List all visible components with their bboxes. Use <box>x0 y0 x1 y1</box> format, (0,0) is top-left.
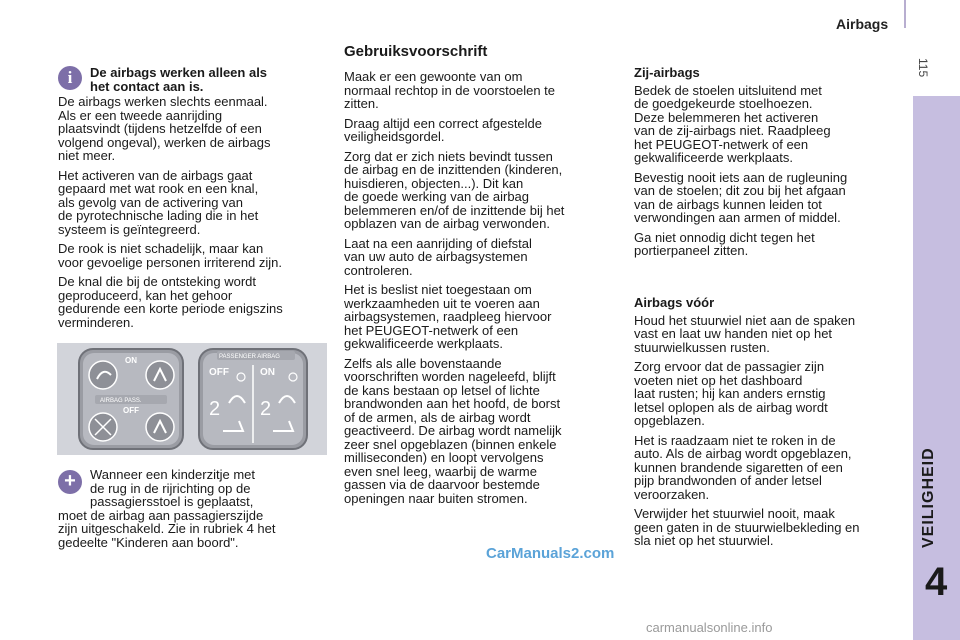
main-paragraph: Laat na een aanrijding of diefstal van uw auto de airbagsystemen controleren. <box>344 235 532 278</box>
plus-note-lead: Wanneer een kinderzitje met de rug in de rijrichting op de passagiersstoel is geplaatst, <box>90 467 255 509</box>
plus-note-rest: moet de airbag aan passagierszijde zijn uitgeschakeld. Zie in rubriek 4 het gedeelte "Kinderen aan boord". <box>58 507 276 550</box>
label-airbag-pass: AIRBAG PASS. <box>100 398 142 404</box>
main-paragraph: Zelfs als alle bovenstaande voorschriften worden nageleefd, blijft de kans bestaan op letsel of lichte brandwonden aan het hoofd, de borst of de armen, als de airbag wordt geactiveerd. De airbag wordt namelijk zeer snel opgeblazen (binnen enkele milliseconden) en loopt vervolgens even snel leeg, waarbij de warme gassen via de daarvoor bestemde openingen naar buiten stromen. <box>344 355 562 506</box>
front-airbags-paragraph: Verwijder het stuurwiel nooit, maak geen gaten in de stuurwielbekleding en sla niet op het stuurwiel. <box>634 506 860 548</box>
watermark-carmanuals2: CarManuals2.com <box>486 545 615 562</box>
side-airbags-paragraph: Ga niet onnodig dicht tegen het portierpaneel zitten. <box>634 229 815 258</box>
plus-note <box>58 468 328 549</box>
front-airbags-paragraph: Het is raadzaam niet te roken in de auto. Als de airbag wordt opgeblazen, kunnen brandende sigaretten of een pijp brandwonden of ander letsel veroorzaken. <box>634 432 852 502</box>
front-airbags-paragraph: Houd het stuurwiel niet aan de spaken vast en laat uw handen niet op het stuurwielkussen rusten. <box>634 312 856 355</box>
watermark-carmanualsonline: carmanualsonline.info <box>646 620 773 635</box>
side-airbags-heading: Zij-airbags <box>634 65 700 80</box>
info-paragraph: De knal die bij de ontsteking wordt geproduceerd, kan het gehoor gedurende een korte periode enigszins verminderen. <box>58 274 283 330</box>
side-airbags-paragraph: Bevestig nooit iets aan de rugleuning van de stoelen; dit zou bij het afgaan van de airbags kunnen leiden tot verwondingen aan armen of middel. <box>634 169 848 225</box>
side-airbags-paragraph: Bedek de stoelen uitsluitend met de goedgekeurde stoelhoezen. Deze belemmeren het activeren van de zij-airbags niet. Raadpleeg het PEUGEOT-netwerk of een gekwalificeerde werkplaats. <box>634 82 831 165</box>
airbag-indicator-illustration <box>57 343 327 455</box>
front-airbags-paragraph: Zorg ervoor dat de passagier zijn voeten niet op het dashboard laat rusten; hij kan anders ernstig letsel oplopen als de airbag wordt opgeblazen. <box>634 359 828 428</box>
info-paragraph: De rook is niet schadelijk, maar kan voor gevoelige personen irriterend zijn. <box>58 241 283 270</box>
page-number: 115 <box>916 58 930 78</box>
label-off-right: OFF <box>209 367 229 378</box>
header-divider <box>904 0 906 28</box>
label-on: ON <box>125 356 137 365</box>
main-body <box>344 70 612 511</box>
side-airbags-section <box>634 66 904 264</box>
chapter-tab <box>913 96 960 640</box>
main-paragraph: Het is beslist niet toegestaan om werkzaamheden uit te voeren aan airbagsystemen, raadpleeg hiervoor het PEUGEOT-netwerk of een gekwalificeerde werkplaats. <box>344 282 552 351</box>
label-off: OFF <box>123 406 139 415</box>
section-title: Airbags <box>836 16 889 32</box>
airbag-indicator-photo <box>57 343 327 455</box>
chapter-number: 4 <box>925 560 948 604</box>
plus-icon: + <box>58 470 82 494</box>
label-two-right: 2 <box>260 398 272 420</box>
info-paragraph: Het activeren van de airbags gaat gepaard met wat rook en een knal, als gevolg van de activering van de pyrotechnische lading die in het systeem is geïntegreerd. <box>58 167 259 237</box>
chapter-label: VEILIGHEID <box>920 447 937 548</box>
info-paragraph: De airbags werken slechts eenmaal. Als er een tweede aanrijding plaatsvindt (tijdens hetzelfde of een volgend ongeval), werken de airbags niet meer. <box>58 94 271 163</box>
info-icon: i <box>58 66 82 90</box>
info-heading: De airbags werken alleen als het contact aan is. <box>90 65 268 94</box>
label-two-left: 2 <box>209 398 221 420</box>
main-paragraph: Draag altijd een correct afgestelde veiligheidsgordel. <box>344 115 543 144</box>
main-paragraph: Zorg dat er zich niets bevindt tussen de airbag en de inzittenden (kinderen, huisdieren, objecten...). Dit kan de goede werking van de airbag belemmeren en/of de inzittende bij het opblazen van de airbag verwonden. <box>344 148 565 231</box>
main-paragraph: Maak er een gewoonte van om normaal rechtop in de voorstoelen te zitten. <box>344 69 556 111</box>
label-on-right: ON <box>260 367 275 378</box>
info-body <box>58 95 328 335</box>
label-passenger-airbag: PASSENGER AIRBAG <box>219 354 280 360</box>
front-airbags-section <box>634 296 904 554</box>
front-airbags-heading: Airbags vóór <box>634 295 715 310</box>
main-heading: Gebruiksvoorschrift <box>344 43 488 60</box>
